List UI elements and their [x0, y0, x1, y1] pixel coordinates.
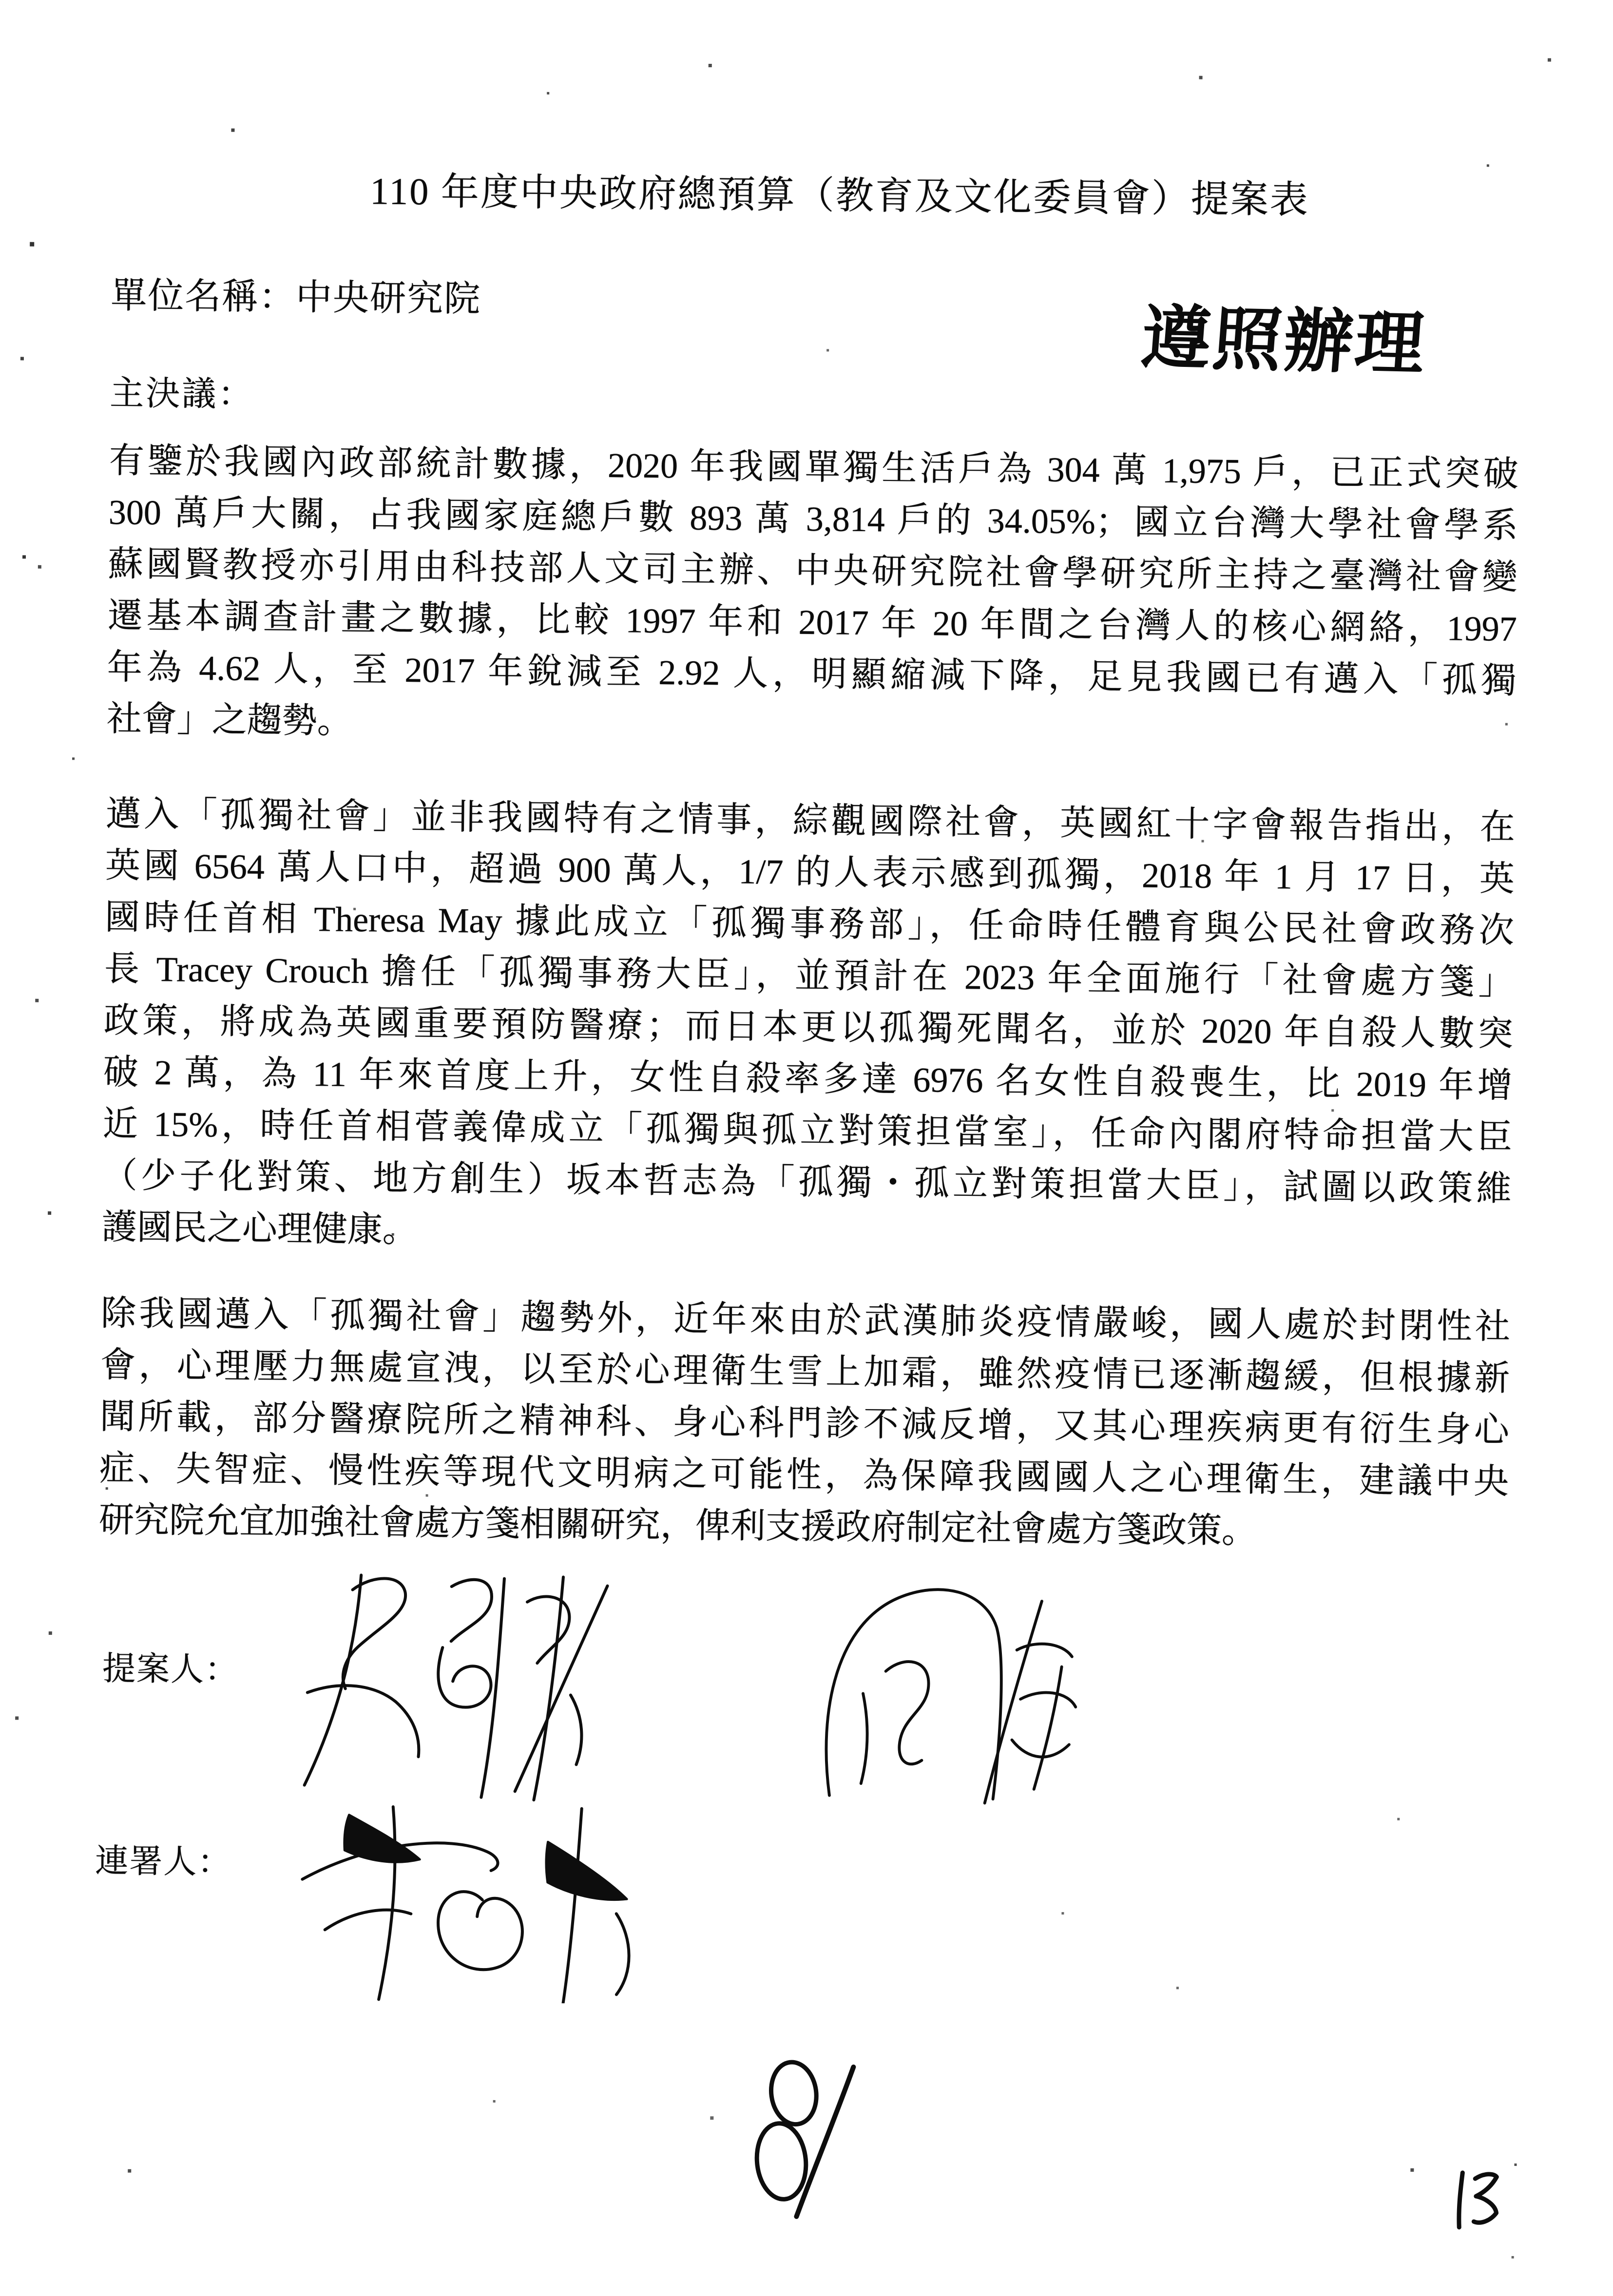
signature-stroke — [826, 1588, 1002, 1799]
body-line: 年為 4.62 人，至 2017 年銳減至 2.92 人，明顯縮減下降，足見我國已有邁入「孤獨 — [107, 648, 1517, 700]
handwritten-sheet-number — [744, 2051, 906, 2223]
signature-stroke — [753, 2121, 809, 2201]
body-line: 英國 6564 萬人口中，超過 900 萬人，1/7 的人表示感到孤獨，2018 年 1 月 17 日，英 — [105, 846, 1515, 899]
signature-stroke — [344, 1815, 420, 1862]
body-line: 破 2 萬，為 11 年來首度上升，女性自殺率多達 6976 名女性自殺喪生，比 2019 年增 — [103, 1052, 1513, 1105]
signature-stroke — [451, 1579, 492, 1642]
body-line: 長 Tracey Crouch 擔任「孤獨事務大臣」，並預計在 2023 年全面施行「社會處方箋」 — [104, 949, 1514, 1002]
proposer-signature-1 — [272, 1555, 616, 1817]
signature-stroke — [527, 1596, 570, 1664]
signature-stroke — [515, 1585, 608, 1792]
signature-stroke — [534, 1577, 563, 1800]
body-line: 除我國邁入「孤獨社會」趨勢外，近年來由於武漢肺炎疫情嚴峻，國人處於封閉性社 — [100, 1294, 1511, 1346]
signature-stroke — [305, 1574, 361, 1785]
signature-stroke — [481, 1578, 504, 1798]
signature-stroke — [1459, 2173, 1463, 2227]
page-number — [1450, 2168, 1509, 2234]
body-line: （少子化對策、地方創生）坂本哲志為「孤獨・孤立對策担當大臣」，試圖以政策維 — [102, 1156, 1512, 1208]
signature-stroke — [438, 1647, 491, 1707]
body-line: 邁入「孤獨社會」並非我國特有之情事，綜觀國際社會，英國紅十字會報告指出，在 — [105, 794, 1516, 847]
body-line: 蘇國賢教授亦引用由科技部人文司主辦、中央研究院社會學研究所主持之臺灣社會變 — [108, 544, 1518, 597]
body-line: 會，心理壓力無處宣洩，以至於心理衛生雪上加霜，雖然疫情已逐漸趨緩，但根據新 — [100, 1345, 1510, 1398]
approval-note-handwritten: 遵照辦理 — [1138, 297, 1429, 385]
paragraph-1 — [106, 435, 1518, 758]
paragraph-3 — [99, 1287, 1511, 1559]
proposer-signature-2 — [786, 1574, 1100, 1806]
signature-stroke — [438, 1892, 523, 1970]
unit-name-line: 單位名稱：中央研究院 — [110, 276, 481, 320]
signature-stroke — [796, 2066, 853, 2217]
body-line: 研究院允宜加強社會處方箋相關研究，俾利支援政府制定社會處方箋政策。 — [98, 1500, 1257, 1550]
body-line: 症、失智症、慢性疾等現代文明病之可能性，為保障我國國人之心理衛生，建議中央 — [99, 1449, 1509, 1501]
body-line: 聞所載，部分醫療院所之精神科、身心科門診不減反增，又其心理疾病更有衍生身心 — [99, 1397, 1510, 1450]
body-line: 遷基本調查計畫之數據，比較 1997 年和 2017 年 20 年間之台灣人的核心網絡，1997 — [107, 596, 1517, 649]
signature-stroke — [563, 1808, 581, 2003]
signature-stroke — [768, 2059, 820, 2127]
signature-stroke — [307, 1685, 420, 1757]
signature-stroke — [1034, 1666, 1062, 1789]
proposer-label: 提案人： — [102, 1650, 239, 1688]
body-line: 300 萬戶大關，占我國家庭總戶數 893 萬 3,814 戶的 34.05%；國立台灣大學社會學系 — [108, 493, 1518, 545]
signature-stroke — [570, 1695, 582, 1765]
signature-stroke — [325, 1910, 411, 1931]
body-line: 護國民之心理健康。 — [101, 1207, 418, 1250]
resolution-label: 主決議： — [109, 375, 254, 414]
signature-stroke — [861, 1694, 868, 1784]
signature-stroke — [985, 1601, 1042, 1804]
body-line: 有鑒於我國內政部統計數據，2020 年我國單獨生活戶為 304 萬 1,975 戶，已正式突破 — [109, 441, 1519, 494]
signature-stroke — [1012, 1740, 1069, 1757]
signature-stroke — [615, 1913, 629, 1994]
cosigner-label: 連署人： — [95, 1842, 232, 1881]
body-line: 政策，將成為英國重要預防醫療；而日本更以孤獨死聞名，並於 2020 年自殺人數突 — [103, 1001, 1514, 1053]
signature-stroke — [1020, 1692, 1076, 1707]
body-line: 國時任首相 Theresa May 據此成立「孤獨事務部」，任命時任體育與公民社會政務次 — [104, 898, 1515, 950]
signature-stroke — [1474, 2174, 1497, 2223]
document-title: 110 年度中央政府總預算（教育及文化委員會）提案表 — [369, 170, 1310, 221]
body-line: 社會」之趨勢。 — [106, 699, 353, 741]
signature-stroke — [546, 1842, 628, 1900]
body-line: 近 15%，時任首相菅義偉成立「孤獨與孤立對策担當室」，任命內閣府特命担當大臣 — [102, 1104, 1513, 1157]
signature-stroke — [885, 1662, 929, 1764]
cosigner-signature — [264, 1791, 685, 2004]
paragraph-2 — [101, 788, 1515, 1266]
